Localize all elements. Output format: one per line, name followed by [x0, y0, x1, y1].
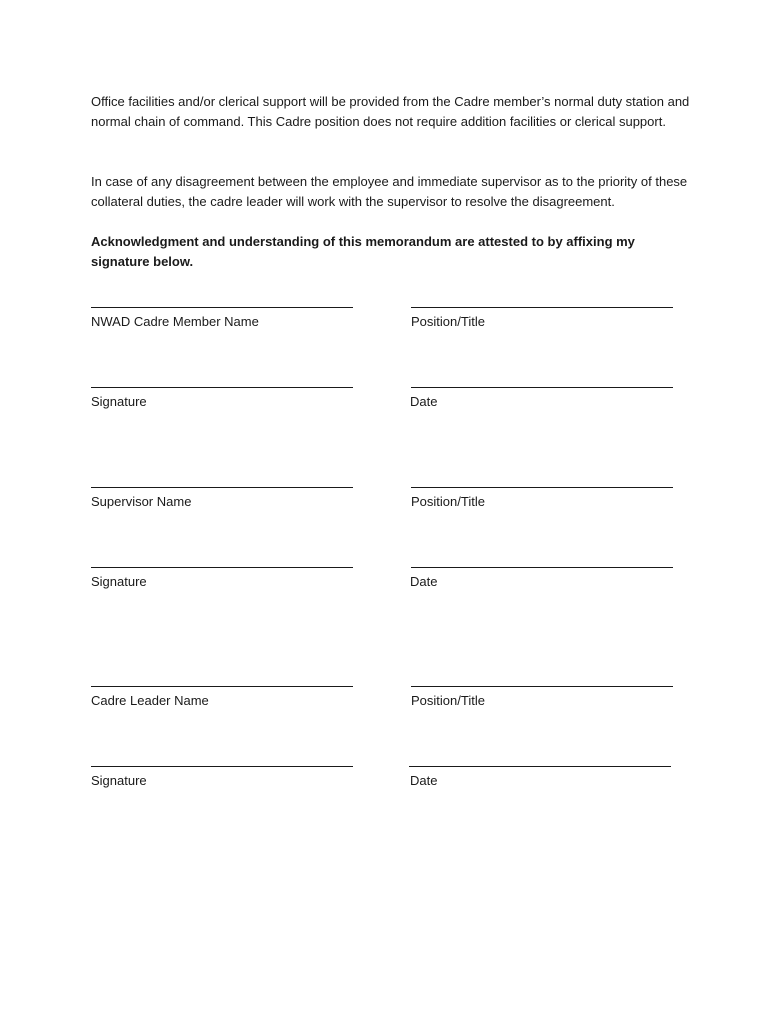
cadre-member-date-line[interactable]	[411, 387, 673, 388]
supervisor-name-line[interactable]	[91, 487, 353, 488]
cadre-member-signature-line[interactable]	[91, 387, 353, 388]
cadre-member-position-line[interactable]	[411, 307, 673, 308]
cadre-member-signature-label: Signature	[91, 394, 147, 409]
cadre-leader-name-label: Cadre Leader Name	[91, 693, 209, 708]
supervisor-date-label: Date	[410, 574, 438, 589]
cadre-leader-signature-line[interactable]	[91, 766, 353, 767]
cadre-member-name-line[interactable]	[91, 307, 353, 308]
cadre-leader-date-line[interactable]	[409, 766, 671, 767]
supervisor-position-line[interactable]	[411, 487, 673, 488]
cadre-member-name-label: NWAD Cadre Member Name	[91, 314, 259, 329]
cadre-leader-name-line[interactable]	[91, 686, 353, 687]
facilities-paragraph: Office facilities and/or clerical support will be provided from the Cadre member’s normal duty station and normal chain of command. This Cadre position does not require addition facilities or clerical support.	[91, 94, 690, 129]
supervisor-signature-label: Signature	[91, 574, 147, 589]
acknowledgment-paragraph: Acknowledgment and understanding of this memorandum are attested to by affixing my signature below.	[91, 234, 635, 269]
supervisor-name-label: Supervisor Name	[91, 494, 192, 509]
disagreement-paragraph: In case of any disagreement between the employee and immediate supervisor as to the priority of these collateral duties, the cadre leader will work with the supervisor to resolve the disagreement.	[91, 174, 688, 209]
cadre-leader-signature-label: Signature	[91, 773, 147, 788]
cadre-member-position-label: Position/Title	[411, 314, 485, 329]
supervisor-signature-line[interactable]	[91, 567, 353, 568]
supervisor-date-line[interactable]	[411, 567, 673, 568]
cadre-member-date-label: Date	[410, 394, 438, 409]
cadre-leader-date-label: Date	[410, 773, 438, 788]
supervisor-position-label: Position/Title	[411, 494, 485, 509]
cadre-leader-position-label: Position/Title	[411, 693, 485, 708]
cadre-leader-position-line[interactable]	[411, 686, 673, 687]
